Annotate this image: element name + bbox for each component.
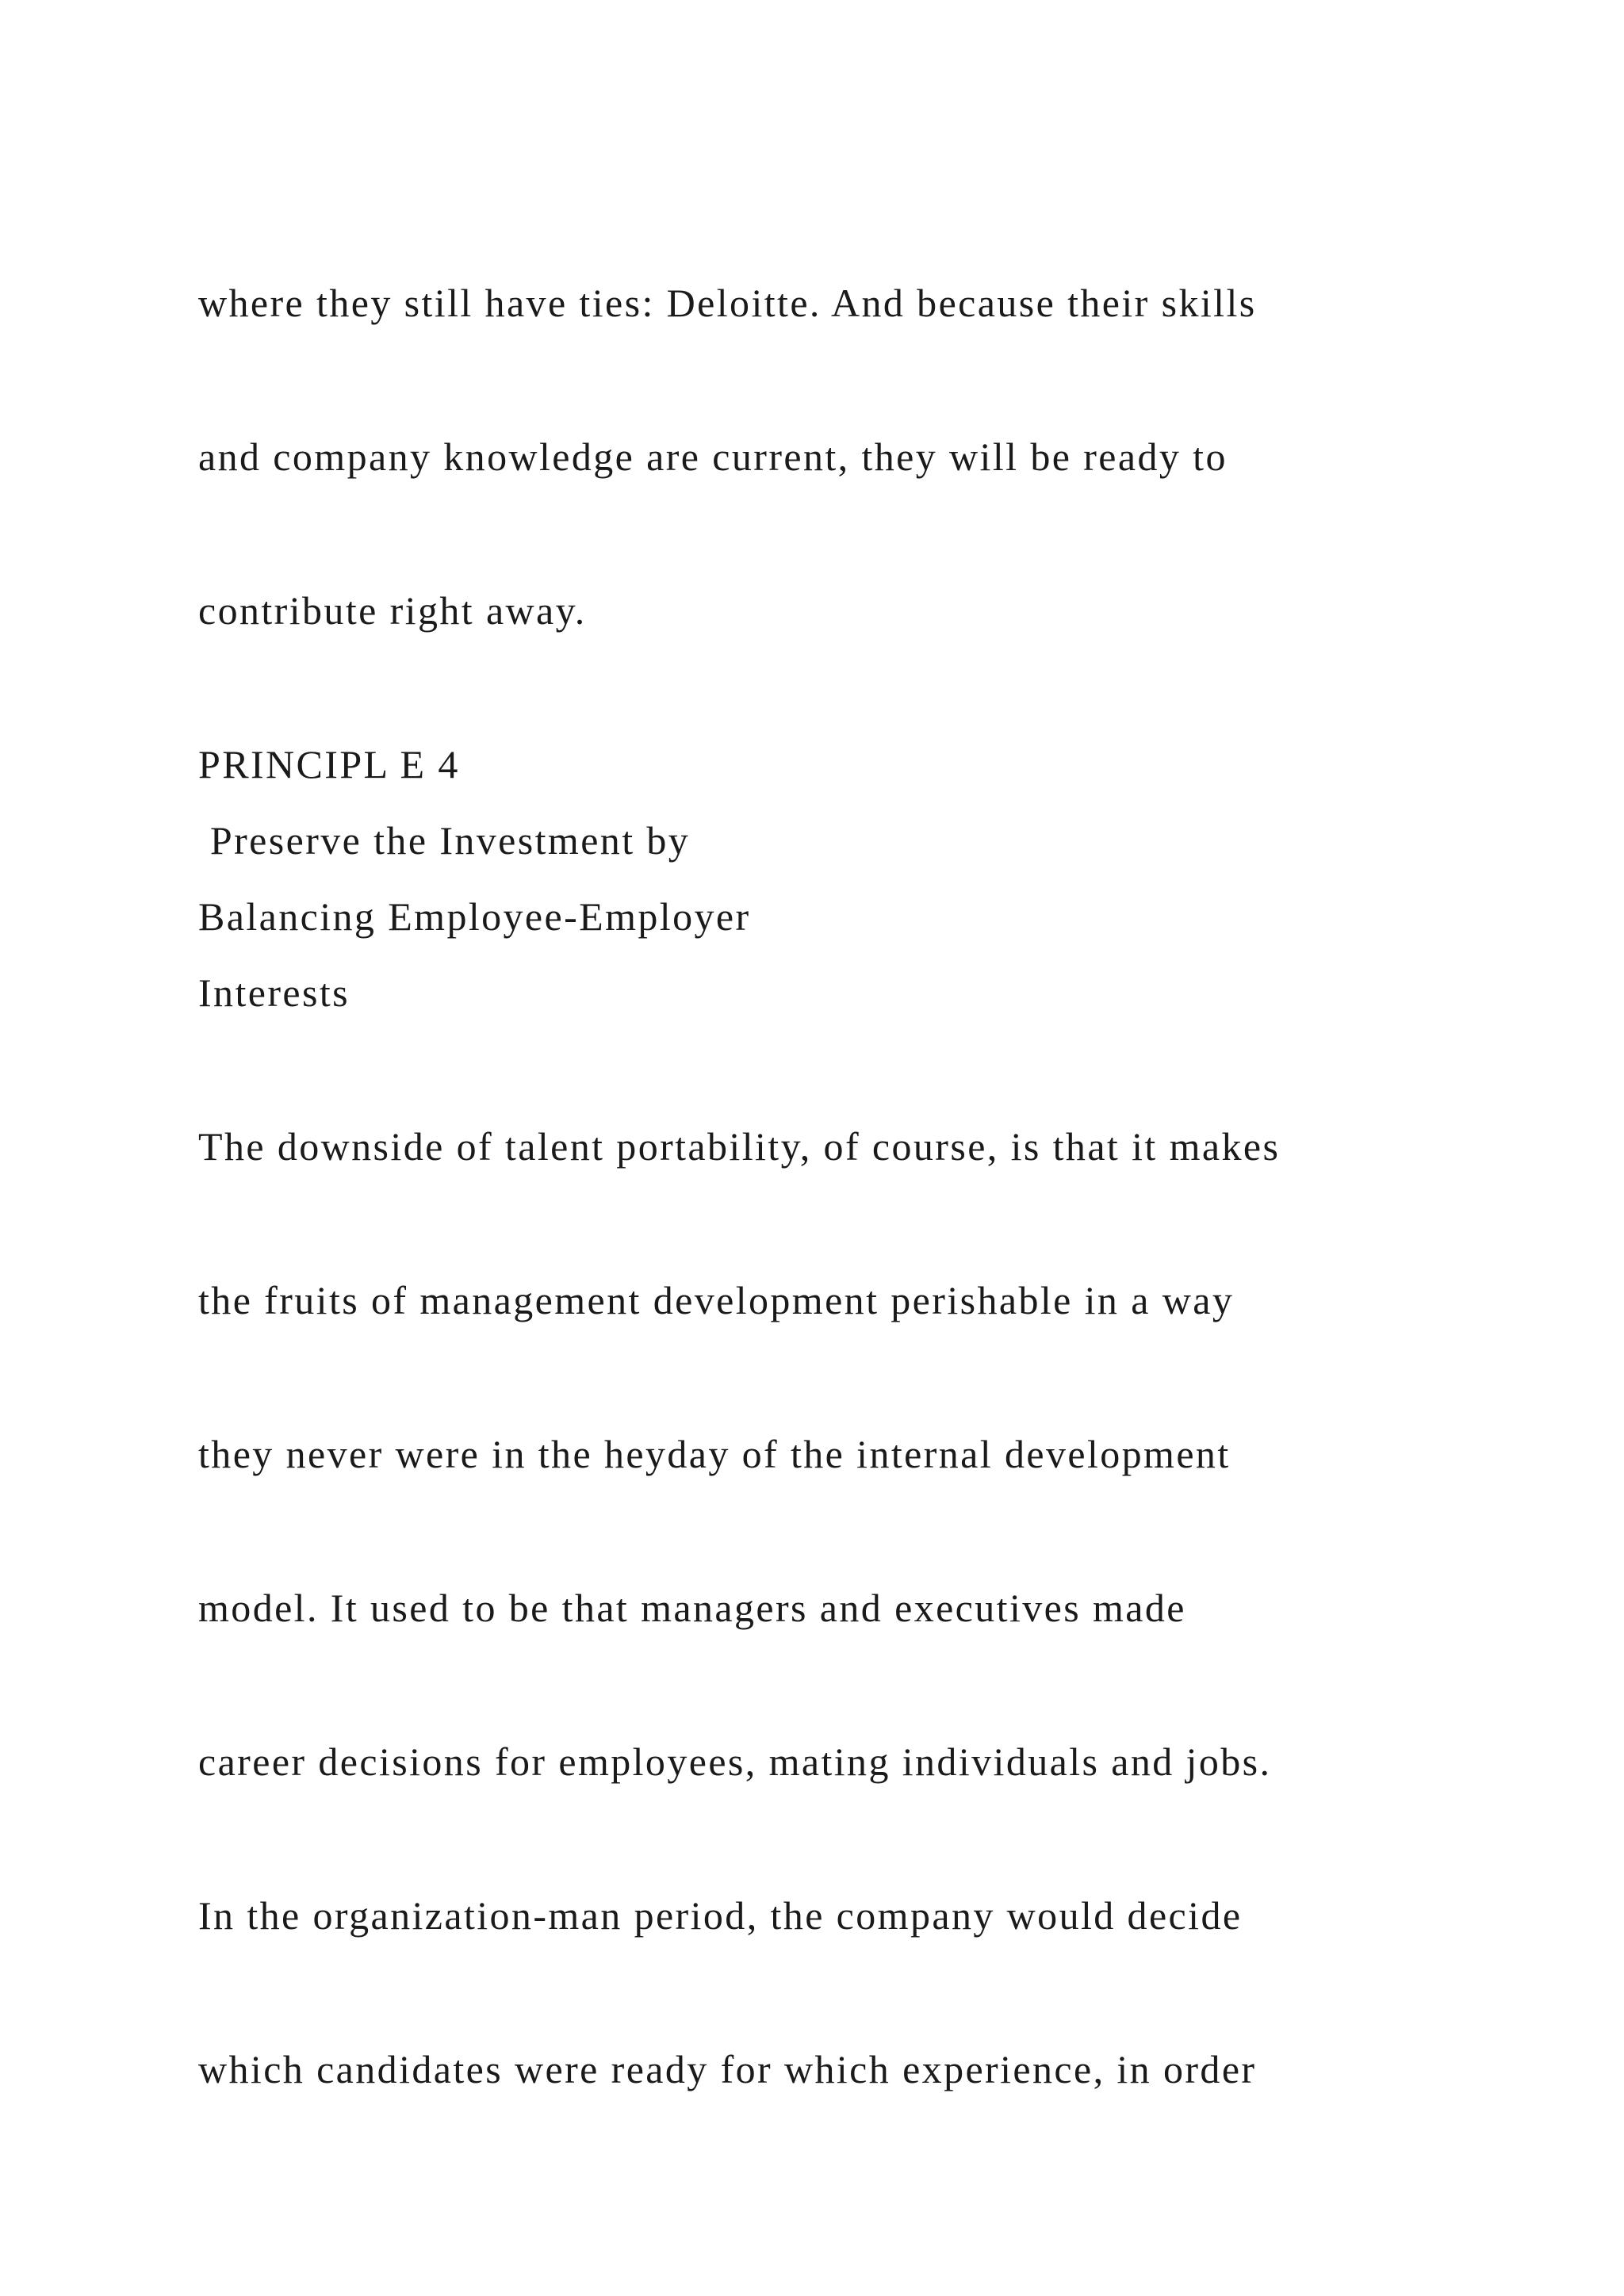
principle-label: PRINCIPL E 4 [198,742,460,786]
paragraph-line: The downside of talent portability, of course, is that it makes [198,1124,1281,1169]
principle-title-line: Interests [198,970,350,1015]
paragraph-line: career decisions for employees, mating individuals and jobs. [198,1739,1272,1784]
paragraph-line: model. It used to be that managers and executives made [198,1586,1186,1630]
paragraph-line: which candidates were ready for which experience, in order [198,2047,1257,2091]
principle-title-line: Balancing Employee-Employer [198,894,751,939]
text-line: contribute right away. [198,588,587,633]
principle-title-line: Preserve the Investment by [198,818,691,863]
text-line: where they still have ties: Deloitte. And because their skills [198,281,1257,325]
paragraph-line: In the organization-man period, the company would decide [198,1893,1243,1938]
paragraph-line: the fruits of management development perishable in a way [198,1278,1235,1322]
text-line: and company knowledge are current, they will be ready to [198,434,1228,479]
paragraph-line: they never were in the heyday of the internal development [198,1432,1231,1476]
